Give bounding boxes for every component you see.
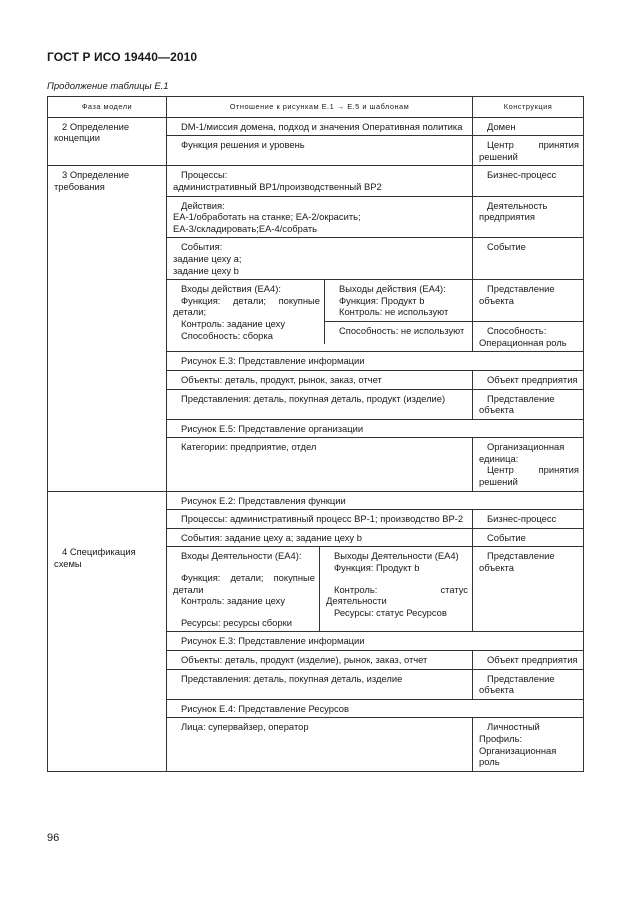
phase-label: 4 Спецификация схемы bbox=[54, 546, 136, 569]
construct-cell-split: Представление объекта Способность: Операционная роль bbox=[473, 280, 584, 352]
relation-cell-split bbox=[167, 280, 473, 352]
table-row bbox=[48, 491, 584, 510]
relation-cell: События: задание цеху а; задание цеху b bbox=[167, 528, 473, 547]
figure-ref-cell: Рисунок Е.2: Представления функции bbox=[167, 491, 584, 510]
figure-ref-cell: Рисунок Е.5: Представление организации bbox=[167, 419, 584, 438]
construct-cell: Событие bbox=[473, 238, 584, 280]
figure-ref-cell: Рисунок Е.3: Представление информации bbox=[167, 632, 584, 651]
construct-cell: Бизнес-процесс bbox=[473, 510, 584, 529]
phase-cell bbox=[48, 166, 167, 491]
relation-cell-split bbox=[167, 547, 473, 632]
table-caption: Продолжение таблицы Е.1 bbox=[47, 81, 169, 92]
column-header-phase: Фаза модели bbox=[48, 97, 167, 118]
figure-ref-cell: Рисунок Е.4: Представление Ресурсов bbox=[167, 699, 584, 718]
phase-cell bbox=[48, 491, 167, 771]
figure-ref-cell: Рисунок Е.3: Представление информации bbox=[167, 352, 584, 371]
construct-cell: Представление объекта bbox=[473, 547, 584, 632]
model-phase-table bbox=[47, 96, 584, 772]
relation-cell: Действия: EA-1/обработать на станке; EA-2/окрасить; EA-3/складировать;EA-4/собрать bbox=[167, 196, 473, 238]
relation-cell: Процессы: административный процесс BP-1; производство BP-2 bbox=[167, 510, 473, 529]
column-header-relation: Отношение к рисункам Е.1 → Е.5 и шаблонам bbox=[167, 97, 473, 118]
construct-cell: Организационная единица: Центр принятия решений bbox=[473, 438, 584, 491]
construct-cell: Событие bbox=[473, 528, 584, 547]
phase-label: 2 Определение концепции bbox=[54, 120, 130, 144]
relation-cell: Лица: супервайзер, оператор bbox=[167, 718, 473, 771]
inputs-subcell: Входы Деятельности (EA4): Функция: детали; покупные детали Контроль: задание цеху Ресурсы: ресурсы сборки bbox=[173, 550, 315, 628]
relation-cell: Процессы: административный BP1/производственный BP2 bbox=[167, 166, 473, 196]
construct-cell: Центр принятия решений bbox=[473, 136, 584, 166]
relation-cell: Представления: деталь, покупная деталь, изделие bbox=[167, 669, 473, 699]
column-header-construct: Конструкция bbox=[473, 97, 584, 118]
outputs-subcell: Выходы Деятельности (EA4) Функция: Продукт b Контроль: статус Деятельности Ресурсы: статус Ресурсов bbox=[319, 547, 472, 631]
phase-label: 3 Определение требования bbox=[54, 169, 130, 192]
table-row bbox=[48, 166, 584, 196]
relation-cell: Категории: предприятие, отдел bbox=[167, 438, 473, 491]
table-row bbox=[48, 117, 584, 136]
outputs-subcell: Выходы действия (EA4): Функция: Продукт b Контроль: не используют Способность: не используют bbox=[324, 280, 472, 344]
document-header: ГОСТ Р ИСО 19440—2010 bbox=[47, 50, 198, 64]
construct-cell: Бизнес-процесс bbox=[473, 166, 584, 196]
construct-cell: Представление объекта bbox=[473, 669, 584, 699]
relation-cell: Объекты: деталь, продукт, рынок, заказ, отчет bbox=[167, 370, 473, 389]
phase-cell bbox=[48, 117, 167, 166]
inputs-subcell: Входы действия (EA4): Функция: детали; покупные детали; Контроль: задание цеху Способность: сборка bbox=[173, 283, 320, 341]
construct-cell: Деятельность предприятия bbox=[473, 196, 584, 238]
construct-cell: Личностный Профиль: Организационная роль bbox=[473, 718, 584, 771]
construct-cell: Объект предприятия bbox=[473, 651, 584, 670]
relation-cell: Объекты: деталь, продукт (изделие), рынок, заказ, отчет bbox=[167, 651, 473, 670]
construct-cell: Объект предприятия bbox=[473, 370, 584, 389]
relation-cell: DM-1/миссия домена, подход и значения Оперативная политика bbox=[167, 117, 473, 136]
construct-cell: Домен bbox=[473, 117, 584, 136]
relation-cell: Функция решения и уровень bbox=[167, 136, 473, 166]
construct-cell: Представление объекта bbox=[473, 389, 584, 419]
table-header-row bbox=[48, 97, 584, 118]
relation-cell: Представления: деталь, покупная деталь, продукт (изделие) bbox=[167, 389, 473, 419]
relation-cell: События: задание цеху а; задание цеху b bbox=[167, 238, 473, 280]
page-number: 96 bbox=[47, 832, 60, 844]
